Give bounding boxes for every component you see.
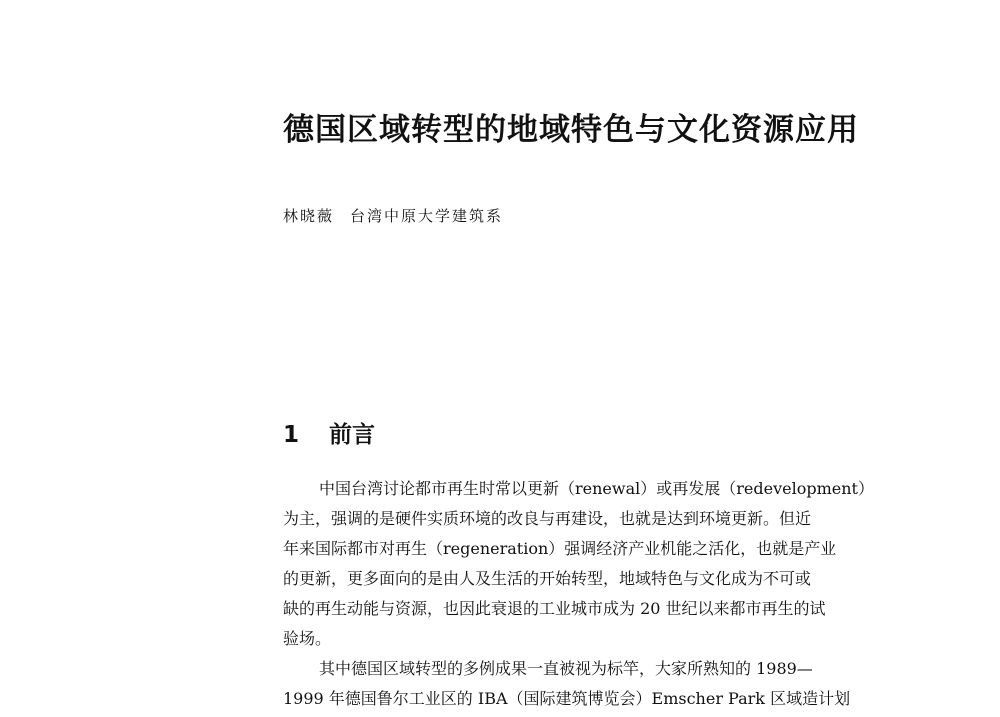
text-line: 其中德国区域转型的多例成果一直被视为标竿，大家所熟知的 1989—	[319, 659, 813, 678]
paragraph-2	[283, 654, 903, 714]
author-line	[283, 205, 503, 227]
text-line: 验场。	[283, 629, 332, 648]
section-number: 1	[283, 422, 300, 448]
author-name: 林晓薇	[283, 207, 335, 225]
text-line: 缺的再生动能与资源，也因此衰退的工业城市成为 20 世纪以来都市再生的试	[283, 599, 826, 618]
section-title: 前言	[329, 422, 375, 448]
text-line: 1999 年德国鲁尔工业区的 IBA（国际建筑博览会）Emscher Park 区域造计划	[283, 689, 851, 708]
text-line: 为主，强调的是硬件实质环境的改良与再建设，也就是达到环境更新。但近	[283, 509, 812, 528]
paper-title: 德国区域转型的地域特色与文化资源应用	[283, 112, 859, 148]
text-line: 的更新，更多面向的是由人及生活的开始转型，地域特色与文化成为不可或	[283, 569, 812, 588]
paragraph-1	[283, 474, 903, 654]
text-line: 中国台湾讨论都市再生时常以更新（renewal）或再发展（redevelopment）	[319, 479, 874, 498]
section-heading	[283, 420, 375, 450]
author-affiliation: 台湾中原大学建筑系	[350, 207, 504, 225]
text-line: 年来国际都市对再生（regeneration）强调经济产业机能之活化，也就是产业	[283, 539, 837, 558]
